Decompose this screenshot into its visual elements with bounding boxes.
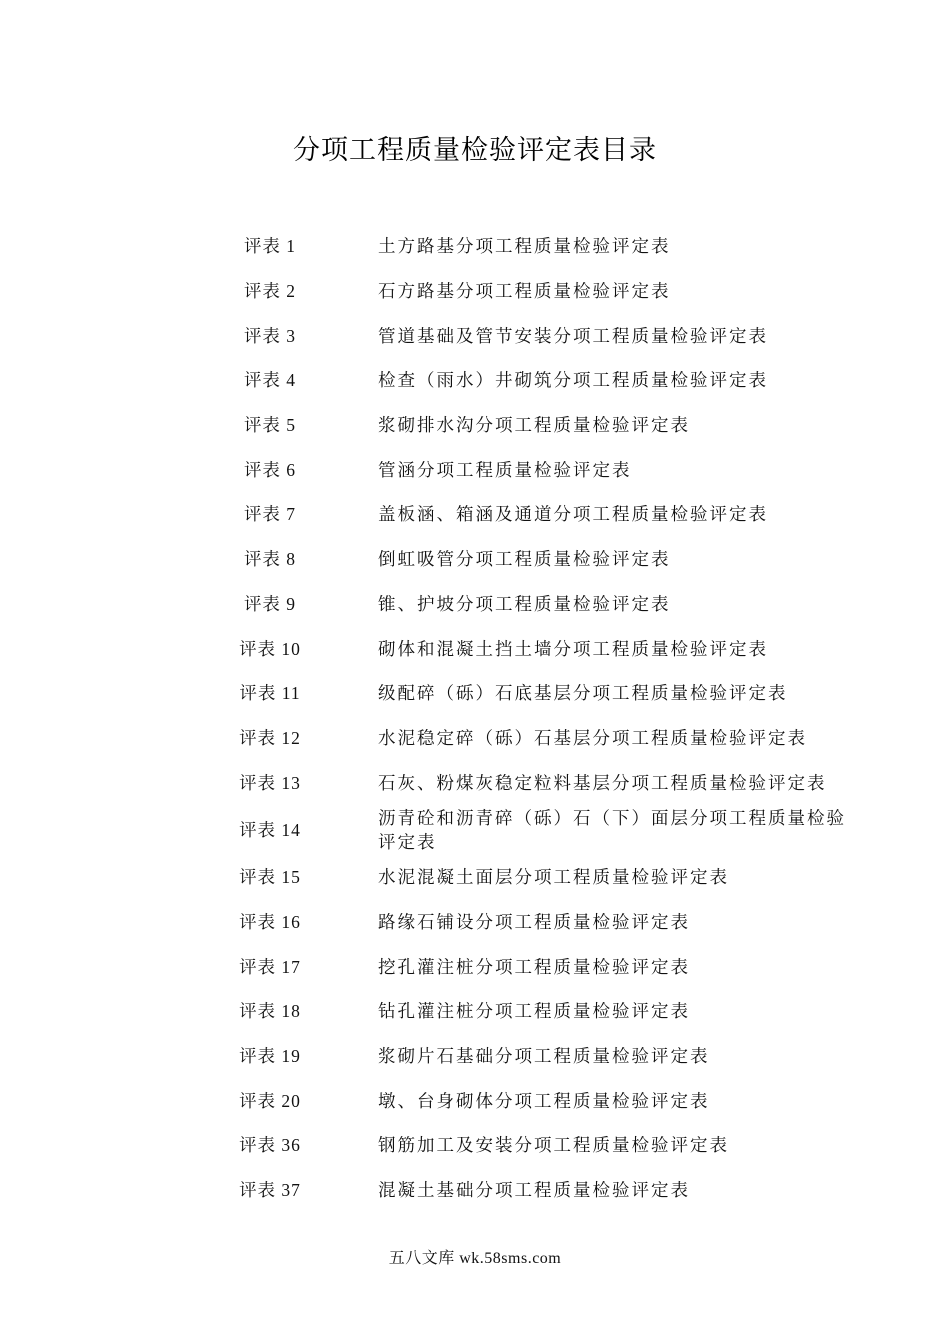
toc-row <box>232 760 852 805</box>
toc-row <box>232 582 852 627</box>
toc-row <box>232 671 852 716</box>
toc-title: 锥、护坡分项工程质量检验评定表 <box>378 593 671 614</box>
toc-code: 评表 2 <box>243 281 297 302</box>
toc-code: 评表 3 <box>243 325 297 346</box>
toc-title: 检查（雨水）井砌筑分项工程质量检验评定表 <box>378 370 768 391</box>
toc-code: 评表 11 <box>239 683 301 704</box>
toc-title: 石灰、粉煤灰稳定粒料基层分项工程质量检验评定表 <box>378 772 827 793</box>
toc-code: 评表 37 <box>239 1180 301 1201</box>
toc-code: 评表 14 <box>239 819 301 840</box>
toc-code: 评表 36 <box>239 1135 301 1156</box>
toc-code: 评表 7 <box>243 504 297 525</box>
toc-row <box>232 855 852 900</box>
toc-row <box>232 1078 852 1123</box>
toc-row <box>232 537 852 582</box>
toc-title: 管涵分项工程质量检验评定表 <box>378 459 632 480</box>
toc-code: 评表 1 <box>243 236 297 257</box>
page-footer: 五八文库 wk.58sms.com <box>388 1250 562 1267</box>
toc-row <box>232 492 852 537</box>
toc-row <box>232 1034 852 1079</box>
toc-row <box>232 224 852 269</box>
toc-title: 混凝土基础分项工程质量检验评定表 <box>378 1180 690 1201</box>
toc-row <box>232 269 852 314</box>
toc-code: 评表 10 <box>239 638 301 659</box>
toc-row <box>232 447 852 492</box>
toc-title: 钻孔灌注桩分项工程质量检验评定表 <box>378 1001 690 1022</box>
toc-row <box>232 313 852 358</box>
toc-row <box>232 805 852 855</box>
page-title: 分项工程质量检验评定表目录 <box>293 135 657 166</box>
toc-code: 评表 18 <box>239 1001 301 1022</box>
toc-title: 管道基础及管节安装分项工程质量检验评定表 <box>378 325 768 346</box>
toc-title: 墩、台身砌体分项工程质量检验评定表 <box>378 1090 710 1111</box>
toc-row <box>232 626 852 671</box>
toc-row <box>232 1168 852 1213</box>
toc-title: 砌体和混凝土挡土墙分项工程质量检验评定表 <box>378 638 768 659</box>
toc-row <box>232 989 852 1034</box>
table-of-contents <box>232 224 852 1212</box>
toc-title: 钢筋加工及安装分项工程质量检验评定表 <box>378 1135 729 1156</box>
toc-code: 评表 17 <box>239 956 301 977</box>
toc-row <box>232 1123 852 1168</box>
toc-title: 路缘石铺设分项工程质量检验评定表 <box>378 911 690 932</box>
toc-code: 评表 20 <box>239 1090 301 1111</box>
toc-code: 评表 16 <box>239 911 301 932</box>
toc-title: 挖孔灌注桩分项工程质量检验评定表 <box>378 956 690 977</box>
toc-title: 土方路基分项工程质量检验评定表 <box>378 236 671 257</box>
toc-row <box>232 403 852 448</box>
toc-row <box>232 716 852 761</box>
toc-title: 浆砌片石基础分项工程质量检验评定表 <box>378 1046 710 1067</box>
toc-title: 浆砌排水沟分项工程质量检验评定表 <box>378 415 690 436</box>
toc-title: 水泥稳定碎（砾）石基层分项工程质量检验评定表 <box>378 727 807 748</box>
toc-code: 评表 6 <box>243 459 297 480</box>
toc-code: 评表 13 <box>239 772 301 793</box>
toc-title: 水泥混凝土面层分项工程质量检验评定表 <box>378 867 729 888</box>
toc-code: 评表 4 <box>243 370 297 391</box>
toc-title: 级配碎（砾）石底基层分项工程质量检验评定表 <box>378 683 788 704</box>
toc-code: 评表 8 <box>243 549 297 570</box>
toc-title: 倒虹吸管分项工程质量检验评定表 <box>378 549 671 570</box>
toc-row <box>232 944 852 989</box>
toc-row <box>232 900 852 945</box>
toc-code: 评表 19 <box>239 1046 301 1067</box>
toc-title: 石方路基分项工程质量检验评定表 <box>378 281 671 302</box>
toc-title: 盖板涵、箱涵及通道分项工程质量检验评定表 <box>378 504 768 525</box>
toc-title: 沥青砼和沥青碎（砾）石（下）面层分项工程质量检验评定表 <box>378 807 846 852</box>
toc-code: 评表 15 <box>239 867 301 888</box>
toc-row <box>232 358 852 403</box>
toc-code: 评表 9 <box>243 593 297 614</box>
toc-code: 评表 12 <box>239 727 301 748</box>
toc-code: 评表 5 <box>243 415 297 436</box>
